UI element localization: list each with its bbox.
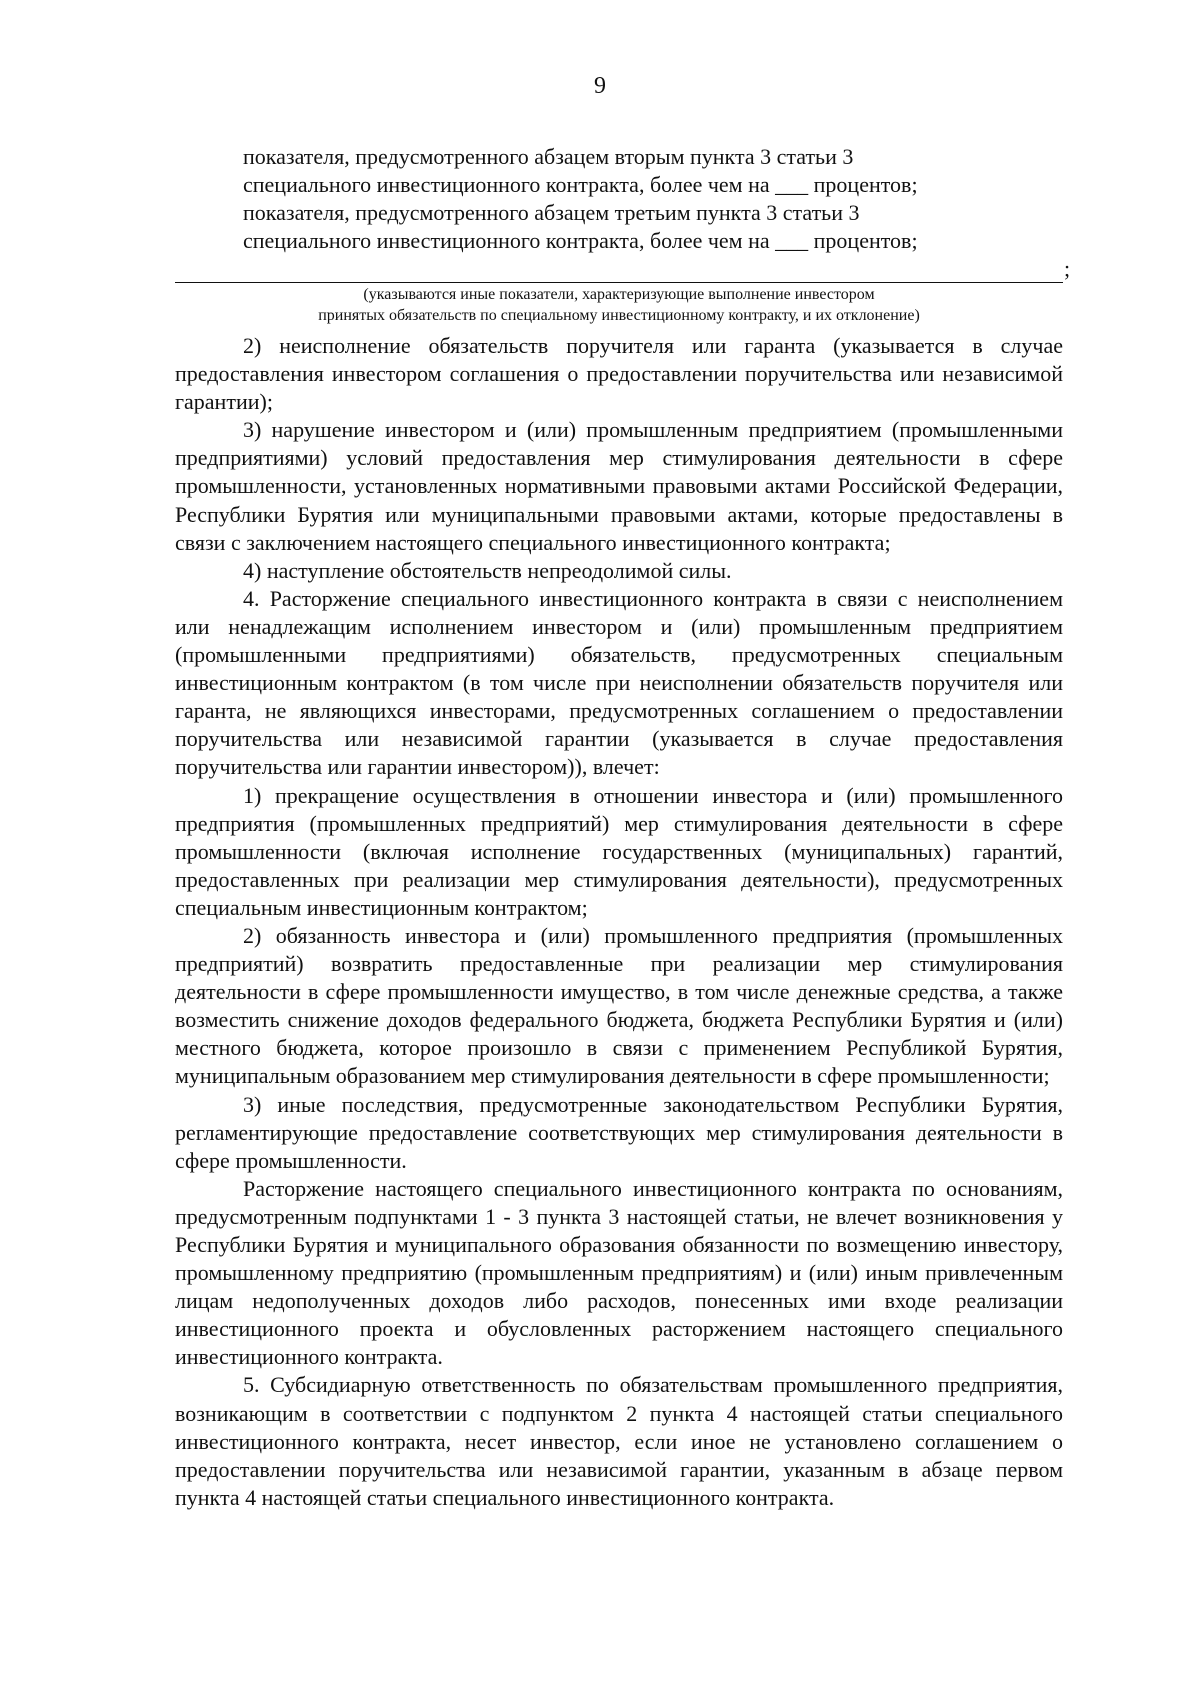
blank-line-caption <box>175 284 1063 326</box>
page-number: 9 <box>594 73 606 99</box>
blank-line-semicolon: ; <box>1064 256 1071 281</box>
paragraph-clause-4: 4. Расторжение специального инвестиционного контракта в связи с неисполнением или ненадлежащим исполнением инвестором и (или) промышленным предприятием (промышленными предприятиями) обязательств, предусмотренных специальным инвестиционным контрактом (в том числе при неисполнении обязательств поручителя или гаранта, не являющихся инвесторами, предусмотренных соглашением о предоставлении поручительства или независимой гарантии (указывается в случае предоставления поручительства или гарантии инвестором)), влечет: <box>175 585 1063 780</box>
paragraph-consequence-2: 2) обязанность инвестора и (или) промышленного предприятия (промышленных предприятий) возвратить предоставленные при реализации мер стимулирования деятельности в сфере промышленности имущество, в том числе денежные средства, а также возместить снижение доходов федерального бюджета, бюджета Республики Бурятия и (или) местного бюджета, которое произошло в связи с применением Республикой Бурятия, муниципальным образованием мер стимулирования деятельности в сфере промышленности; <box>175 922 1063 1089</box>
indicator-line: показателя, предусмотренного абзацем третьим пункта 3 статьи 3 <box>243 200 860 225</box>
paragraph-item-3: 3) нарушение инвестором и (или) промышленным предприятием (промышленными предприятиями) условий предоставления мер стимулирования деятельности в сфере промышленности, установленных нормативными правовыми актами Российской Федерации, Республики Бурятия или муниципальными правовыми актами, которые предоставлены в связи с заключением настоящего специального инвестиционного контракта; <box>175 417 1063 555</box>
caption-line: (указываются иные показатели, характеризующие выполнение инвестором <box>363 286 875 303</box>
paragraph-termination: Расторжение настоящего специального инвестиционного контракта по основаниям, предусмотренным подпунктами 1 - 3 пункта 3 настоящей статьи, не влечет возникновения у Республики Бурятия и муниципального образования обязанности по возмещению инвестору, промышленному предприятию (промышленным предприятиям) и (или) иным привлеченным лицам недополученных доходов либо расходов, понесенных ими входе реализации инвестиционного проекта и обусловленных расторжением настоящего специального инвестиционного контракта. <box>175 1175 1063 1370</box>
paragraph-item-2: 2) неисполнение обязательств поручителя или гаранта (указывается в случае предоставления инвестором соглашения о предоставлении поручительства или независимой гарантии); <box>175 333 1063 415</box>
indicator-line: показателя, предусмотренного абзацем вторым пункта 3 статьи 3 <box>243 144 854 169</box>
indicator-list <box>243 143 1043 255</box>
paragraph-clause-5: 5. Субсидиарную ответственность по обязательствам промышленного предприятия, возникающим в соответствии с подпунктом 2 пункта 4 настоящей статьи специального инвестиционного контракта, несет инвестор, если иное не установлено соглашением о предоставлении поручительства или независимой гарантии, указанным в абзаце первом пункта 4 настоящей статьи специального инвестиционного контракта. <box>175 1372 1063 1510</box>
indicator-line: специального инвестиционного контракта, более чем на ___ процентов; <box>243 172 918 197</box>
paragraph-consequence-3: 3) иные последствия, предусмотренные законодательством Республики Бурятия, регламентирующие предоставление соответствующих мер стимулирования деятельности в сфере промышленности. <box>175 1091 1063 1173</box>
paragraph-consequence-1: 1) прекращение осуществления в отношении инвестора и (или) промышленного предприятия (промышленных предприятий) мер стимулирования деятельности в сфере промышленности (включая исполнение государственных (муниципальных) гарантий, предоставленных при реализации мер стимулирования деятельности), предусмотренных специальным инвестиционным контрактом; <box>175 782 1063 920</box>
caption-line: принятых обязательств по специальному инвестиционному контракту, и их отклонение) <box>318 307 920 324</box>
indicator-line: специального инвестиционного контракта, более чем на ___ процентов; <box>243 228 918 253</box>
document-body <box>175 332 1063 1512</box>
paragraph-item-4: 4) наступление обстоятельств непреодолимой силы. <box>243 557 732 583</box>
fill-in-blank-line <box>175 260 1063 283</box>
